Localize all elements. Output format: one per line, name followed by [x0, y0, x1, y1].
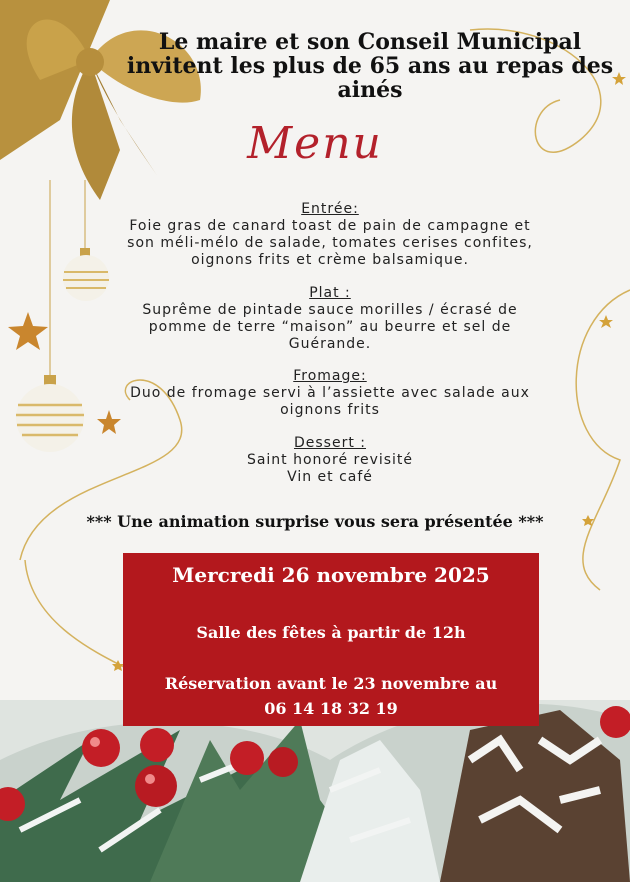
course-line: Vin et café [287, 469, 373, 485]
reservation-phone: 06 14 18 32 19 [264, 699, 398, 718]
gold-star-icon [599, 315, 613, 328]
course-line: pomme de terre “maison” au beurre et sel de [148, 319, 512, 335]
course-plat [105, 285, 555, 353]
gold-star-icon [8, 312, 48, 350]
event-date: Mercredi 26 novembre 2025 [172, 563, 490, 587]
gold-swirl-left-bottom [25, 560, 130, 670]
reservation-text: Réservation avant le 23 novembre au [164, 674, 498, 693]
invitation-line-1: Le maire et son Conseil Municipal [158, 29, 582, 55]
menu-title: Menu [247, 118, 383, 169]
invitation-line-2: invitent les plus de 65 ans au repas des [126, 53, 614, 79]
course-line: oignons frits [280, 402, 380, 418]
course-title: Dessert : [293, 435, 366, 451]
invitation-header [110, 30, 630, 102]
course-title: Fromage: [293, 368, 367, 384]
course-line: Suprême de pintade sauce morilles / écrasé de [142, 302, 518, 318]
course-line: Foie gras de canard toast de pain de campagne et [129, 218, 531, 234]
event-place: Salle des fêtes à partir de 12h [196, 623, 466, 642]
course-title: Plat : [309, 285, 351, 301]
surprise-announcement: *** Une animation surprise vous sera présentée *** [86, 512, 544, 531]
event-info-box [123, 553, 539, 726]
course-line: oignons frits et crème balsamique. [191, 252, 469, 268]
course-line: Duo de fromage servi à l’assiette avec salade aux [130, 385, 530, 401]
ornament-ball-icon [16, 375, 84, 452]
course-fromage [105, 368, 555, 419]
course-entree [105, 201, 555, 269]
course-line: son méli-mélo de salade, tomates cerises confites, [127, 235, 533, 251]
course-dessert [105, 435, 555, 486]
course-line: Guérande. [288, 336, 372, 352]
invitation-line-3: ainés [337, 77, 403, 103]
ornament-ball-icon [63, 248, 109, 301]
course-line: Saint honoré revisité [246, 452, 414, 468]
course-title: Entrée: [301, 201, 359, 217]
gold-swirl-right-lower [576, 290, 630, 590]
snowy-pine-branches [0, 700, 630, 882]
